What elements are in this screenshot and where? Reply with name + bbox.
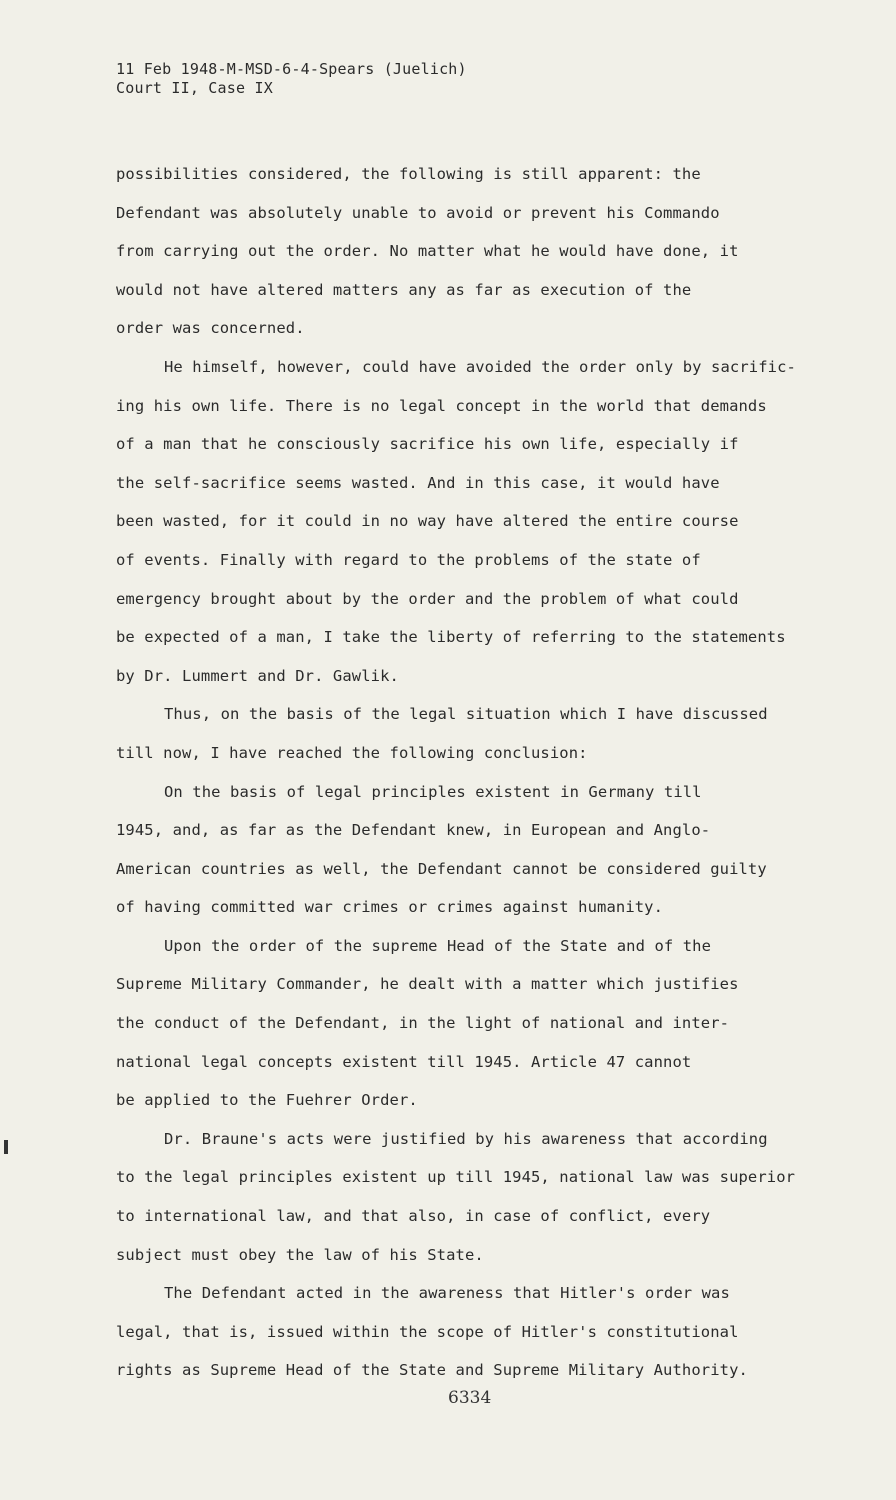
text-line: Thus, on the basis of the legal situation which I have discussed: [164, 705, 768, 724]
text-line: of having committed war crimes or crimes against humanity.: [116, 898, 664, 917]
text-line: from carrying out the order. No matter what he would have done, it: [116, 242, 739, 261]
text-line: 1945, and, as far as the Defendant knew, in European and Anglo-: [116, 821, 711, 840]
text-line: order was concerned.: [116, 319, 305, 338]
text-line: He himself, however, could have avoided the order only by sacrific-: [164, 357, 796, 376]
text-line: been wasted, for it could in no way have altered the entire course: [116, 512, 739, 531]
text-line: Supreme Military Commander, he dealt with a matter which justifies: [116, 975, 739, 994]
text-line: subject must obey the law of his State.: [116, 1245, 484, 1264]
page-number: 6334: [448, 1388, 492, 1408]
text-line: of a man that he consciously sacrifice his own life, especially if: [116, 435, 739, 454]
header-line-2: Court II, Case IX: [116, 79, 273, 97]
text-line: The Defendant acted in the awareness that Hitler's order was: [164, 1284, 730, 1303]
text-line: the self-sacrifice seems wasted. And in this case, it would have: [116, 473, 720, 492]
text-line: Upon the order of the supreme Head of the State and of the: [164, 936, 712, 955]
document-header: [116, 60, 467, 98]
text-line: by Dr. Lummert and Dr. Gawlik.: [116, 666, 399, 685]
text-line: till now, I have reached the following conclusion:: [116, 743, 588, 762]
text-line: would not have altered matters any as far as execution of the: [116, 280, 692, 299]
text-line: legal, that is, issued within the scope of Hitler's constitutional: [116, 1322, 739, 1341]
text-line: rights as Supreme Head of the State and Supreme Military Authority.: [116, 1361, 748, 1380]
margin-mark: [4, 1140, 8, 1154]
document-body: [116, 155, 816, 1390]
text-line: be expected of a man, I take the liberty of referring to the statements: [116, 628, 786, 647]
text-line: American countries as well, the Defendant cannot be considered guilty: [116, 859, 767, 878]
text-line: to international law, and that also, in case of conflict, every: [116, 1207, 711, 1226]
text-line: the conduct of the Defendant, in the light of national and inter-: [116, 1014, 730, 1033]
header-line-1: 11 Feb 1948-M-MSD-6-4-Spears (Juelich): [116, 60, 467, 78]
text-line: Dr. Braune's acts were justified by his awareness that according: [164, 1129, 768, 1148]
text-line: to the legal principles existent up till 1945, national law was superior: [116, 1168, 796, 1187]
text-line: of events. Finally with regard to the problems of the state of: [116, 550, 701, 569]
text-line: national legal concepts existent till 1945. Article 47 cannot: [116, 1052, 692, 1071]
text-line: Defendant was absolutely unable to avoid or prevent his Commando: [116, 203, 720, 222]
text-line: be applied to the Fuehrer Order.: [116, 1091, 418, 1110]
text-line: possibilities considered, the following is still apparent: the: [116, 165, 701, 183]
text-line: emergency brought about by the order and the problem of what could: [116, 589, 739, 608]
text-line: On the basis of legal principles existent in Germany till: [164, 782, 702, 801]
text-line: ing his own life. There is no legal concept in the world that demands: [116, 396, 767, 415]
